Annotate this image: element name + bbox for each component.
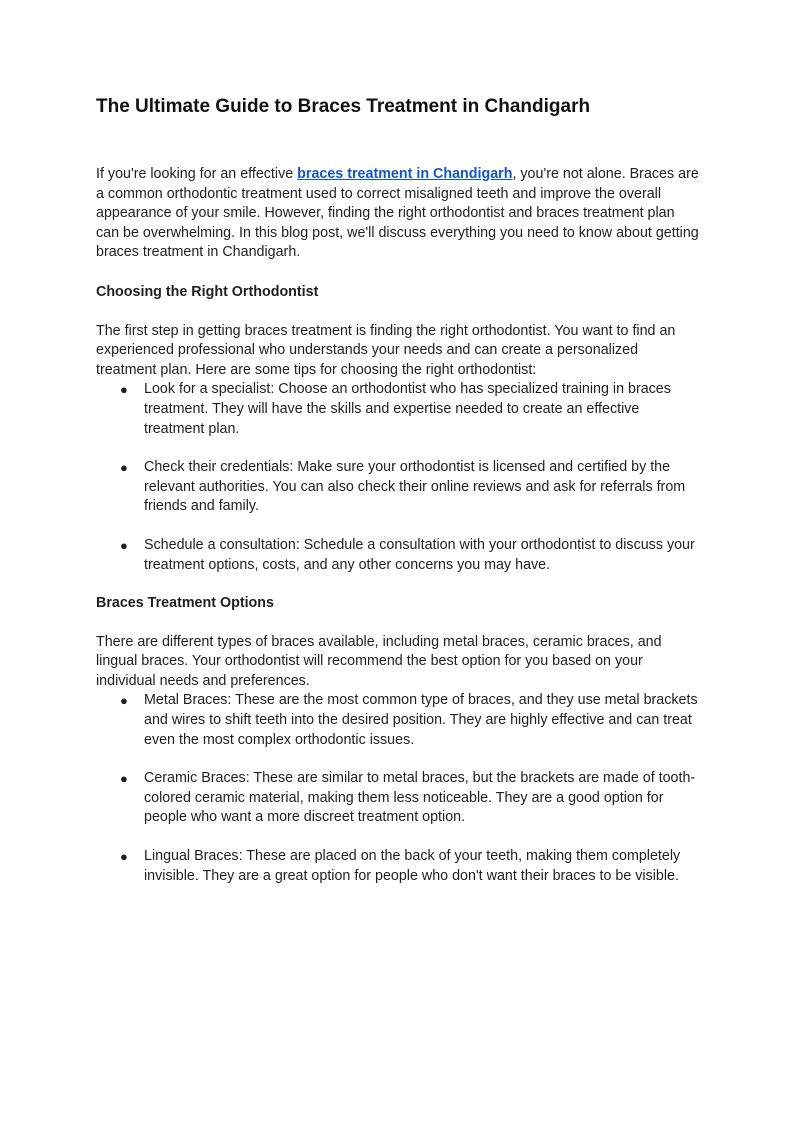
- list-item-text: Lingual Braces: These are placed on the back of your teeth, making them completely invisible. They are a great option for people who don't want their braces to be visible.: [144, 848, 681, 884]
- section-paragraph-treatment-options: There are different types of braces available, including metal braces, ceramic braces, and lingual braces. Your orthodontist will recommend the best option for you based on your individual needs and preferences.: [96, 633, 662, 689]
- section-paragraph-orthodontist: The first step in getting braces treatment is finding the right orthodontist. You want to find an experienced professional who understands your needs and can create a personalized treatment plan. Here are some tips for choosing the right orthodontist:: [96, 322, 676, 378]
- list-item: [96, 380, 700, 439]
- list-item-text: Check their credentials: Make sure your orthodontist is licensed and certified by the relevant authorities. You can also check their online reviews and ask for referrals from friends and family.: [144, 459, 686, 515]
- list-item: [96, 458, 700, 517]
- list-item: [96, 536, 700, 575]
- intro-paragraph: [96, 165, 700, 263]
- list-item: [96, 847, 700, 886]
- bullet-icon: ●: [120, 771, 128, 787]
- list-item-text: Look for a specialist: Choose an orthodontist who has specialized training in braces treatment. They will have the skills and expertise needed to create an effective treatment plan.: [144, 381, 671, 437]
- braces-treatment-link[interactable]: braces treatment in Chandigarh: [297, 166, 513, 182]
- section-heading-treatment-options: Braces Treatment Options: [96, 595, 274, 612]
- list-item: [96, 769, 700, 828]
- list-item-text: Metal Braces: These are the most common type of braces, and they use metal brackets and wires to shift teeth into the desired position. They are highly effective and can treat even the most complex orthodontic issues.: [144, 692, 698, 748]
- bullet-icon: ●: [120, 537, 128, 553]
- intro-text-after-link: , you're not alone. Braces are a common orthodontic treatment used to correct misaligned teeth and improve the overall appearance of your smile. However, finding the right orthodontist and braces treatment plan can be overwhelming. In this blog post, we'll discuss everything you need to know about getting braces treatment in Chandigarh.: [96, 166, 699, 261]
- bullet-icon: ●: [120, 693, 128, 709]
- bullet-icon: ●: [120, 460, 128, 476]
- list-item-text: Schedule a consultation: Schedule a consultation with your orthodontist to discuss your treatment options, costs, and any other concerns you may have.: [144, 536, 695, 573]
- section-heading-orthodontist: Choosing the Right Orthodontist: [96, 283, 319, 300]
- page-title: The Ultimate Guide to Braces Treatment in Chandigarh: [96, 96, 591, 117]
- list-item: [96, 691, 700, 750]
- bullet-icon: ●: [120, 849, 128, 865]
- list-item-text: Ceramic Braces: These are similar to metal braces, but the brackets are made of tooth-colored ceramic material, making them less noticeable. They are a good option for people who want a more discreet treatment option.: [144, 770, 696, 826]
- bullet-icon: ●: [120, 382, 128, 398]
- intro-text-before-link: If you're looking for an effective: [96, 166, 298, 182]
- braces-types-list: [96, 691, 700, 886]
- document-page: [96, 94, 700, 886]
- orthodontist-tips-list: [96, 380, 700, 575]
